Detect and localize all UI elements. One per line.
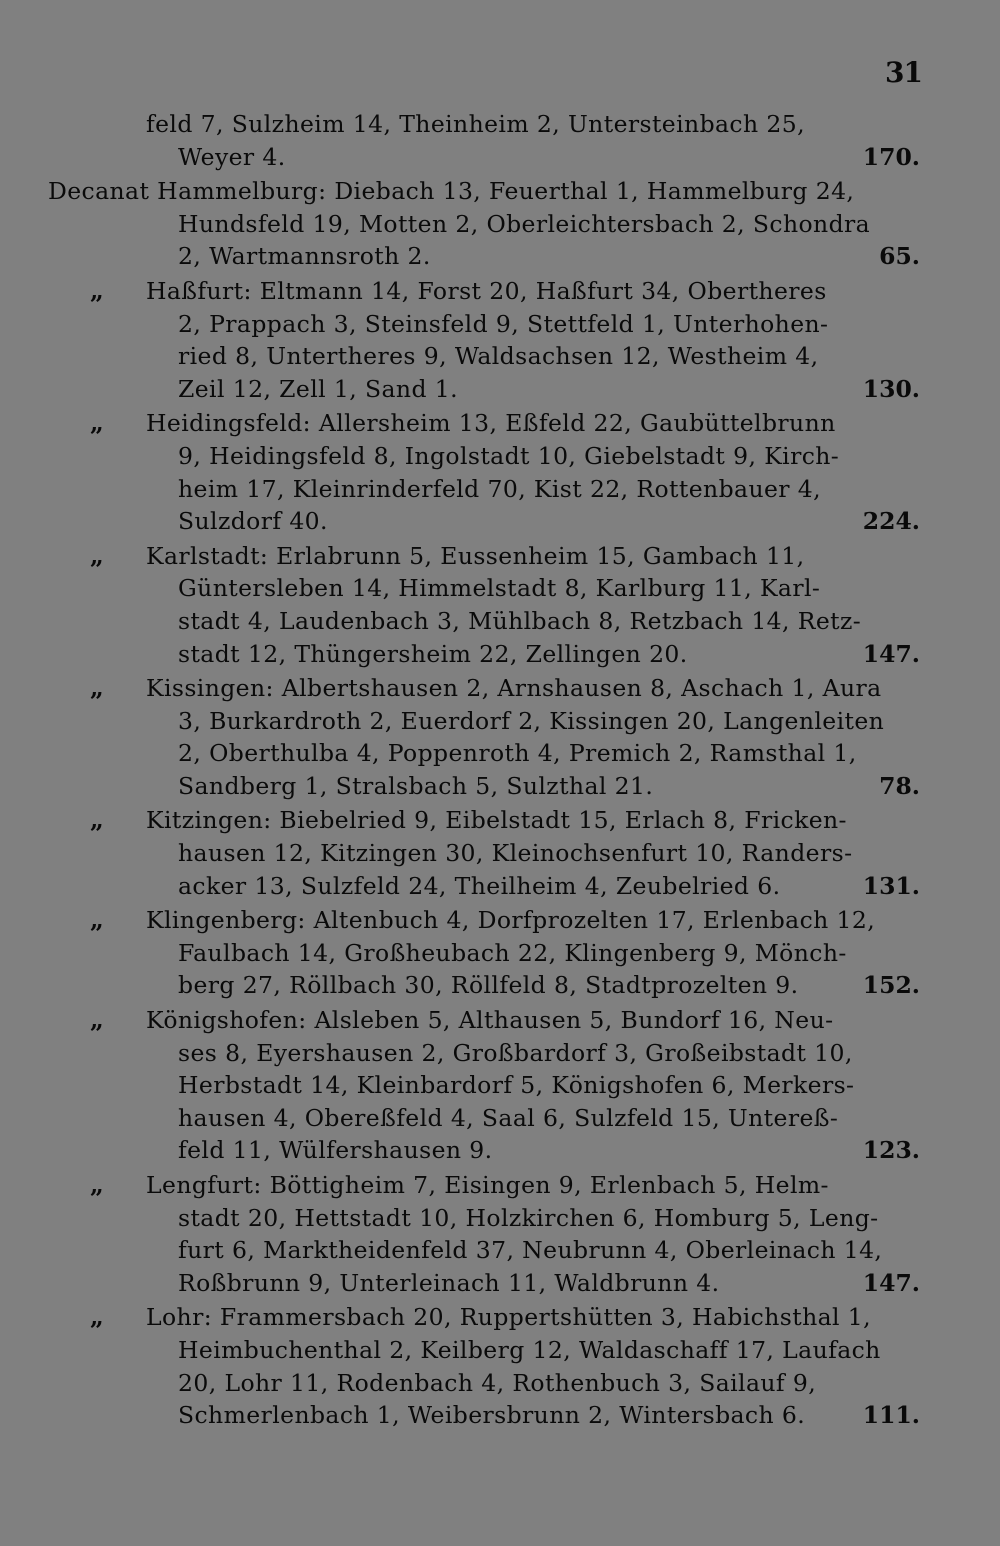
- line-text: Weyer 4.: [178, 142, 286, 171]
- entry-line: [0, 737, 1000, 770]
- entry-total: 147.: [862, 639, 920, 668]
- line-text: heim 17, Kleinrinderfeld 70, Kist 22, Rottenbauer 4,: [178, 474, 822, 503]
- entry-line: [0, 1169, 1000, 1202]
- entry-line: [0, 1267, 1000, 1300]
- entry-line: [0, 1037, 1000, 1070]
- line-text: Heimbuchenthal 2, Keilberg 12, Waldaschaff 17, Laufach: [178, 1335, 881, 1364]
- entry-total: 78.: [879, 771, 920, 800]
- entry-line: [0, 705, 1000, 738]
- ditto-mark: „: [90, 1302, 105, 1332]
- line-text: Güntersleben 14, Himmelstadt 8, Karlburg 11, Karl-: [178, 574, 821, 603]
- line-text: 2, Oberthulba 4, Poppenroth 4, Premich 2, Ramsthal 1,: [178, 739, 857, 768]
- line-text: Roßbrunn 9, Unterleinach 11, Waldbrunn 4.: [178, 1268, 720, 1297]
- line-text: Sulzdorf 40.: [178, 507, 328, 536]
- entry-line: [0, 208, 1000, 241]
- deanery-entry: [0, 540, 1000, 670]
- entry-line: [0, 473, 1000, 506]
- ditto-mark: „: [90, 1005, 105, 1035]
- line-text: Schmerlenbach 1, Weibersbrunn 2, Wintersbach 6.: [178, 1401, 806, 1430]
- entry-line: [0, 672, 1000, 705]
- line-text: hausen 12, Kitzingen 30, Kleinochsenfurt 10, Randers-: [178, 839, 853, 868]
- ditto-mark: „: [90, 805, 105, 835]
- deanery-entry: [0, 1169, 1000, 1299]
- deanery-entry: [0, 407, 1000, 537]
- line-text: Kitzingen: Biebelried 9, Eibelstadt 15, Erlach 8, Fricken-: [146, 806, 847, 835]
- entry-total: 123.: [862, 1136, 920, 1165]
- line-text: Zeil 12, Zell 1, Sand 1.: [178, 374, 458, 403]
- entry-line: [0, 605, 1000, 638]
- deanery-entry: [0, 108, 1000, 173]
- deanery-list: [0, 108, 1000, 1434]
- entry-line: [0, 505, 1000, 538]
- entry-line: [0, 870, 1000, 903]
- deanery-entry: [0, 175, 1000, 273]
- line-text: stadt 20, Hettstadt 10, Holzkirchen 6, Homburg 5, Leng-: [178, 1203, 879, 1232]
- line-text: 3, Burkardroth 2, Euerdorf 2, Kissingen 20, Langenleiten: [178, 706, 885, 735]
- entry-line: [0, 108, 1000, 141]
- entry-line: [0, 1334, 1000, 1367]
- line-text: stadt 4, Laudenbach 3, Mühlbach 8, Retzbach 14, Retz-: [178, 606, 862, 635]
- ditto-mark: „: [90, 905, 105, 935]
- entry-line: [0, 141, 1000, 174]
- line-text: Sandberg 1, Stralsbach 5, Sulzthal 21.: [178, 771, 654, 800]
- entry-line: [0, 1102, 1000, 1135]
- deanery-entry: [0, 804, 1000, 902]
- entry-line: [0, 340, 1000, 373]
- deanery-entry: [0, 672, 1000, 802]
- line-text: Heidingsfeld: Allersheim 13, Eßfeld 22, Gaubüttelbrunn: [146, 409, 836, 438]
- line-text: 9, Heidingsfeld 8, Ingolstadt 10, Giebelstadt 9, Kirch-: [178, 441, 840, 470]
- entry-line: [0, 175, 1000, 208]
- line-text: Hundsfeld 19, Motten 2, Oberleichtersbach 2, Schondra: [178, 209, 871, 238]
- entry-total: 152.: [862, 971, 920, 1000]
- entry-total: 224.: [862, 507, 920, 536]
- entry-line: [0, 572, 1000, 605]
- line-text: Decanat Hammelburg: Diebach 13, Feuerthal 1, Hammelburg 24,: [48, 177, 855, 206]
- line-text: Haßfurt: Eltmann 14, Forst 20, Haßfurt 34, Obertheres: [146, 276, 827, 305]
- entry-line: [0, 308, 1000, 341]
- entry-total: 170.: [862, 142, 920, 171]
- entry-total: 147.: [862, 1268, 920, 1297]
- line-text: hausen 4, Obereßfeld 4, Saal 6, Sulzfeld 15, Untereß-: [178, 1103, 839, 1132]
- deanery-entry: [0, 1004, 1000, 1167]
- line-text: stadt 12, Thüngersheim 22, Zellingen 20.: [178, 639, 688, 668]
- entry-line: [0, 1367, 1000, 1400]
- entry-line: [0, 1069, 1000, 1102]
- entry-total: 65.: [879, 242, 920, 271]
- line-text: Kissingen: Albertshausen 2, Arnshausen 8, Aschach 1, Aura: [146, 674, 882, 703]
- ditto-mark: „: [90, 540, 105, 570]
- page-number: 31: [885, 56, 922, 89]
- line-text: Lengfurt: Böttigheim 7, Eisingen 9, Erlenbach 5, Helm-: [146, 1171, 829, 1199]
- ditto-mark: „: [90, 1170, 105, 1199]
- line-text: Klingenberg: Altenbuch 4, Dorfprozelten 17, Erlenbach 12,: [146, 906, 876, 935]
- entry-line: [0, 240, 1000, 273]
- line-text: berg 27, Röllbach 30, Röllfeld 8, Stadtprozelten 9.: [178, 971, 799, 1000]
- entry-line: [0, 540, 1000, 573]
- line-text: furt 6, Marktheidenfeld 37, Neubrunn 4, Oberleinach 14,: [178, 1236, 883, 1265]
- line-text: Herbstadt 14, Kleinbardorf 5, Königshofen 6, Merkers-: [178, 1071, 855, 1100]
- entry-total: 130.: [862, 374, 920, 403]
- entry-total: 111.: [862, 1401, 920, 1430]
- line-text: 2, Prappach 3, Steinsfeld 9, Stettfeld 1, Unterhohen-: [178, 309, 829, 338]
- ditto-mark: „: [90, 408, 105, 438]
- entry-line: [0, 1004, 1000, 1037]
- line-text: feld 11, Wülfershausen 9.: [178, 1136, 493, 1165]
- ditto-mark: „: [90, 673, 105, 703]
- line-text: 20, Lohr 11, Rodenbach 4, Rothenbuch 3, Sailauf 9,: [178, 1368, 817, 1397]
- entry-line: [0, 770, 1000, 803]
- line-text: ses 8, Eyershausen 2, Großbardorf 3, Großeibstadt 10,: [178, 1038, 853, 1067]
- entry-line: [0, 440, 1000, 473]
- entry-total: 131.: [862, 871, 920, 900]
- entry-line: [0, 1301, 1000, 1334]
- line-text: Königshofen: Alsleben 5, Althausen 5, Bundorf 16, Neu-: [146, 1006, 834, 1035]
- line-text: Lohr: Frammersbach 20, Ruppertshütten 3, Habichsthal 1,: [146, 1303, 872, 1332]
- deanery-entry: [0, 275, 1000, 405]
- line-text: Karlstadt: Erlabrunn 5, Eussenheim 15, Gambach 11,: [146, 541, 805, 570]
- entry-line: [0, 275, 1000, 308]
- entry-line: [0, 904, 1000, 937]
- entry-line: [0, 937, 1000, 970]
- deanery-entry: [0, 1301, 1000, 1431]
- entry-line: [0, 1399, 1000, 1432]
- entry-line: [0, 407, 1000, 440]
- entry-line: [0, 1202, 1000, 1235]
- line-text: ried 8, Untertheres 9, Waldsachsen 12, Westheim 4,: [178, 342, 819, 371]
- entry-line: [0, 1134, 1000, 1167]
- entry-line: [0, 638, 1000, 671]
- entry-line: [0, 804, 1000, 837]
- line-text: acker 13, Sulzfeld 24, Theilheim 4, Zeubelried 6.: [178, 871, 781, 900]
- line-text: Faulbach 14, Großheubach 22, Klingenberg 9, Mönch-: [178, 938, 847, 967]
- deanery-entry: [0, 904, 1000, 1002]
- entry-line: [0, 1234, 1000, 1267]
- line-text: 2, Wartmannsroth 2.: [178, 242, 431, 271]
- entry-line: [0, 969, 1000, 1002]
- line-text: feld 7, Sulzheim 14, Theinheim 2, Untersteinbach 25,: [146, 110, 805, 138]
- entry-line: [0, 837, 1000, 870]
- ditto-mark: „: [90, 275, 105, 305]
- entry-line: [0, 373, 1000, 406]
